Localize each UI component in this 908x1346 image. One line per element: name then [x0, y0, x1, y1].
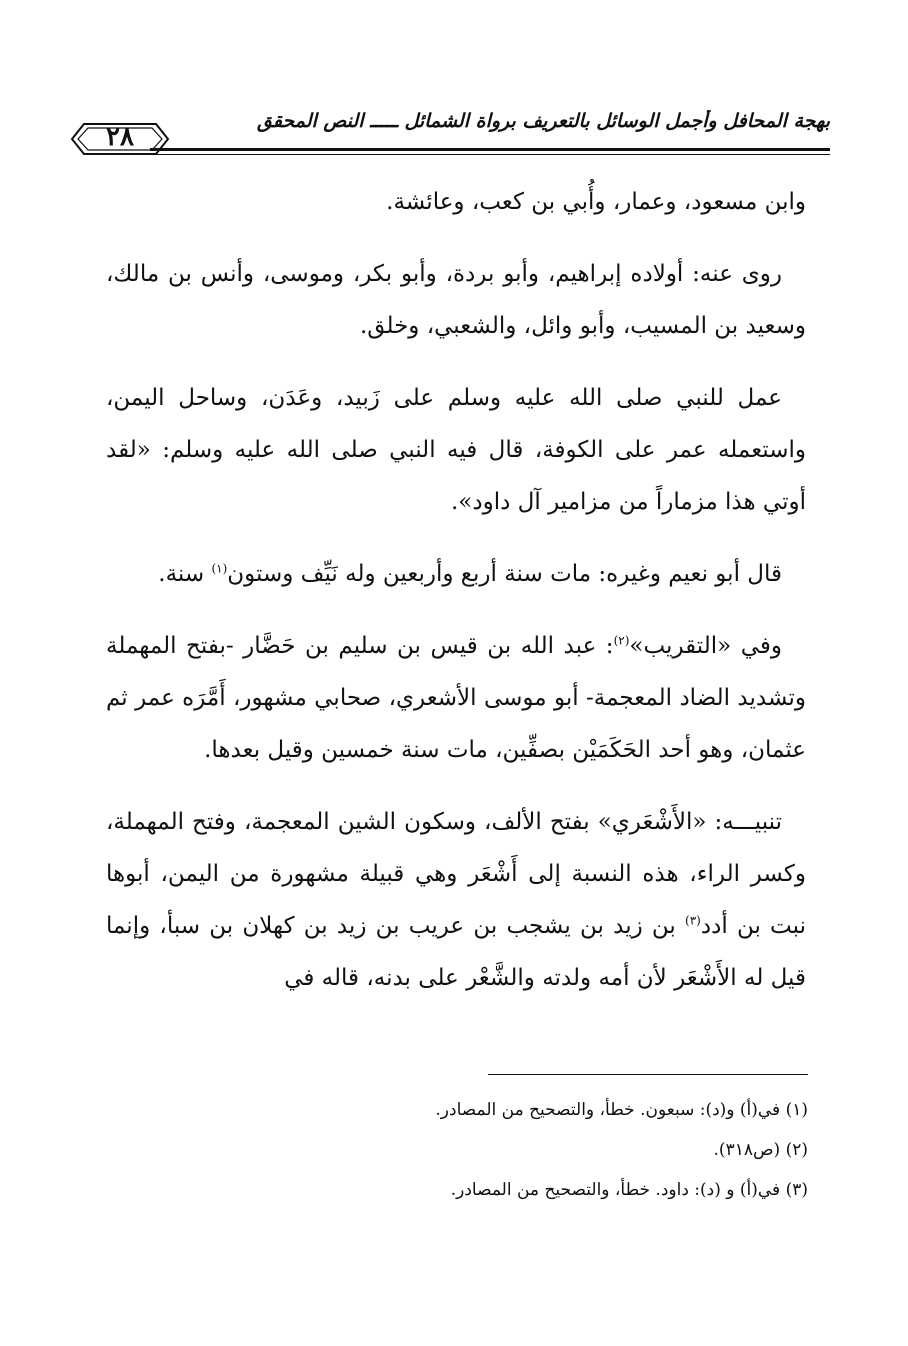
page-header	[70, 108, 830, 158]
paragraph-4	[106, 548, 806, 600]
paragraph-1: وابن مسعود، وعمار، وأُبي بن كعب، وعائشة.	[386, 189, 806, 215]
paragraph-6-tail: بن زيد بن يشجب بن عريب بن زيد بن كهلان بن سبأ، وإنما قيل له الأَشْعَر لأن أمه ولدته والشَّعْر على بدنه، قاله في	[106, 913, 806, 991]
running-title: بهجة المحافل وأجمل الوسائل بالتعريف برواة الشمائل ـــــ النص المحقق	[257, 110, 830, 132]
footnote-2: (٢) (ص٣١٨).	[713, 1140, 808, 1160]
header-rule	[150, 148, 830, 151]
footnote-divider	[488, 1074, 808, 1075]
header-rule-thin	[150, 154, 830, 155]
paragraph-6	[106, 796, 806, 1004]
page-number: ٢٨	[106, 122, 134, 152]
paragraph-4-text: قال أبو نعيم وغيره: مات سنة أربع وأربعين وله نَيِّف وستون	[227, 561, 782, 587]
footnote-ref-2[interactable]: (٢)	[613, 633, 630, 648]
paragraph-3: عمل للنبي صلى الله عليه وسلم على زَبيد، وعَدَن، وساحل اليمن، واستعمله عمر على الكوفة، قال فيه النبي صلى الله عليه وسلم: «لقد أوتي هذا مزماراً من مزامير آل داود».	[106, 385, 806, 515]
paragraph-5-tail: : عبد الله بن قيس بن سليم بن حَضَّار -بفتح المهملة وتشديد الضاد المعجمة- أبو موسى الأشعري، صحابي مشهور، أَمَّرَه عمر ثم عثمان، وهو أحد الحَكَمَيْن بصفِّين، مات سنة خمسين وقيل بعدها.	[106, 633, 806, 763]
page-number-frame	[70, 120, 170, 158]
footnote-1: (١) في(أ) و(د): سبعون. خطأ، والتصحيح من المصادر.	[435, 1100, 808, 1120]
footnote-ref-1[interactable]: (١)	[211, 561, 228, 576]
paragraph-5-text: وفي «التقريب»	[629, 633, 782, 659]
paragraph-5	[106, 620, 806, 776]
body-text	[106, 176, 806, 1024]
footnote-3: (٣) في(أ) و (د): داود. خطأ، والتصحيح من المصادر.	[450, 1180, 808, 1200]
paragraph-6-text: تنبيـــه: «الأَشْعَري» بفتح الألف، وسكون الشين المعجمة، وفتح المهملة، وكسر الراء، هذه النسبة إلى أَشْعَر وهي قبيلة مشهورة من اليمن، أبوها نبت بن أدد	[106, 809, 806, 939]
footnotes	[300, 1090, 808, 1210]
footnote-ref-3[interactable]: (٣)	[685, 913, 701, 928]
paragraph-2: روى عنه: أولاده إبراهيم، وأبو بردة، وأبو بكر، وموسى، وأنس بن مالك، وسعيد بن المسيب، وأبو وائل، والشعبي، وخلق.	[106, 261, 806, 339]
paragraph-4-tail: سنة.	[158, 561, 212, 587]
